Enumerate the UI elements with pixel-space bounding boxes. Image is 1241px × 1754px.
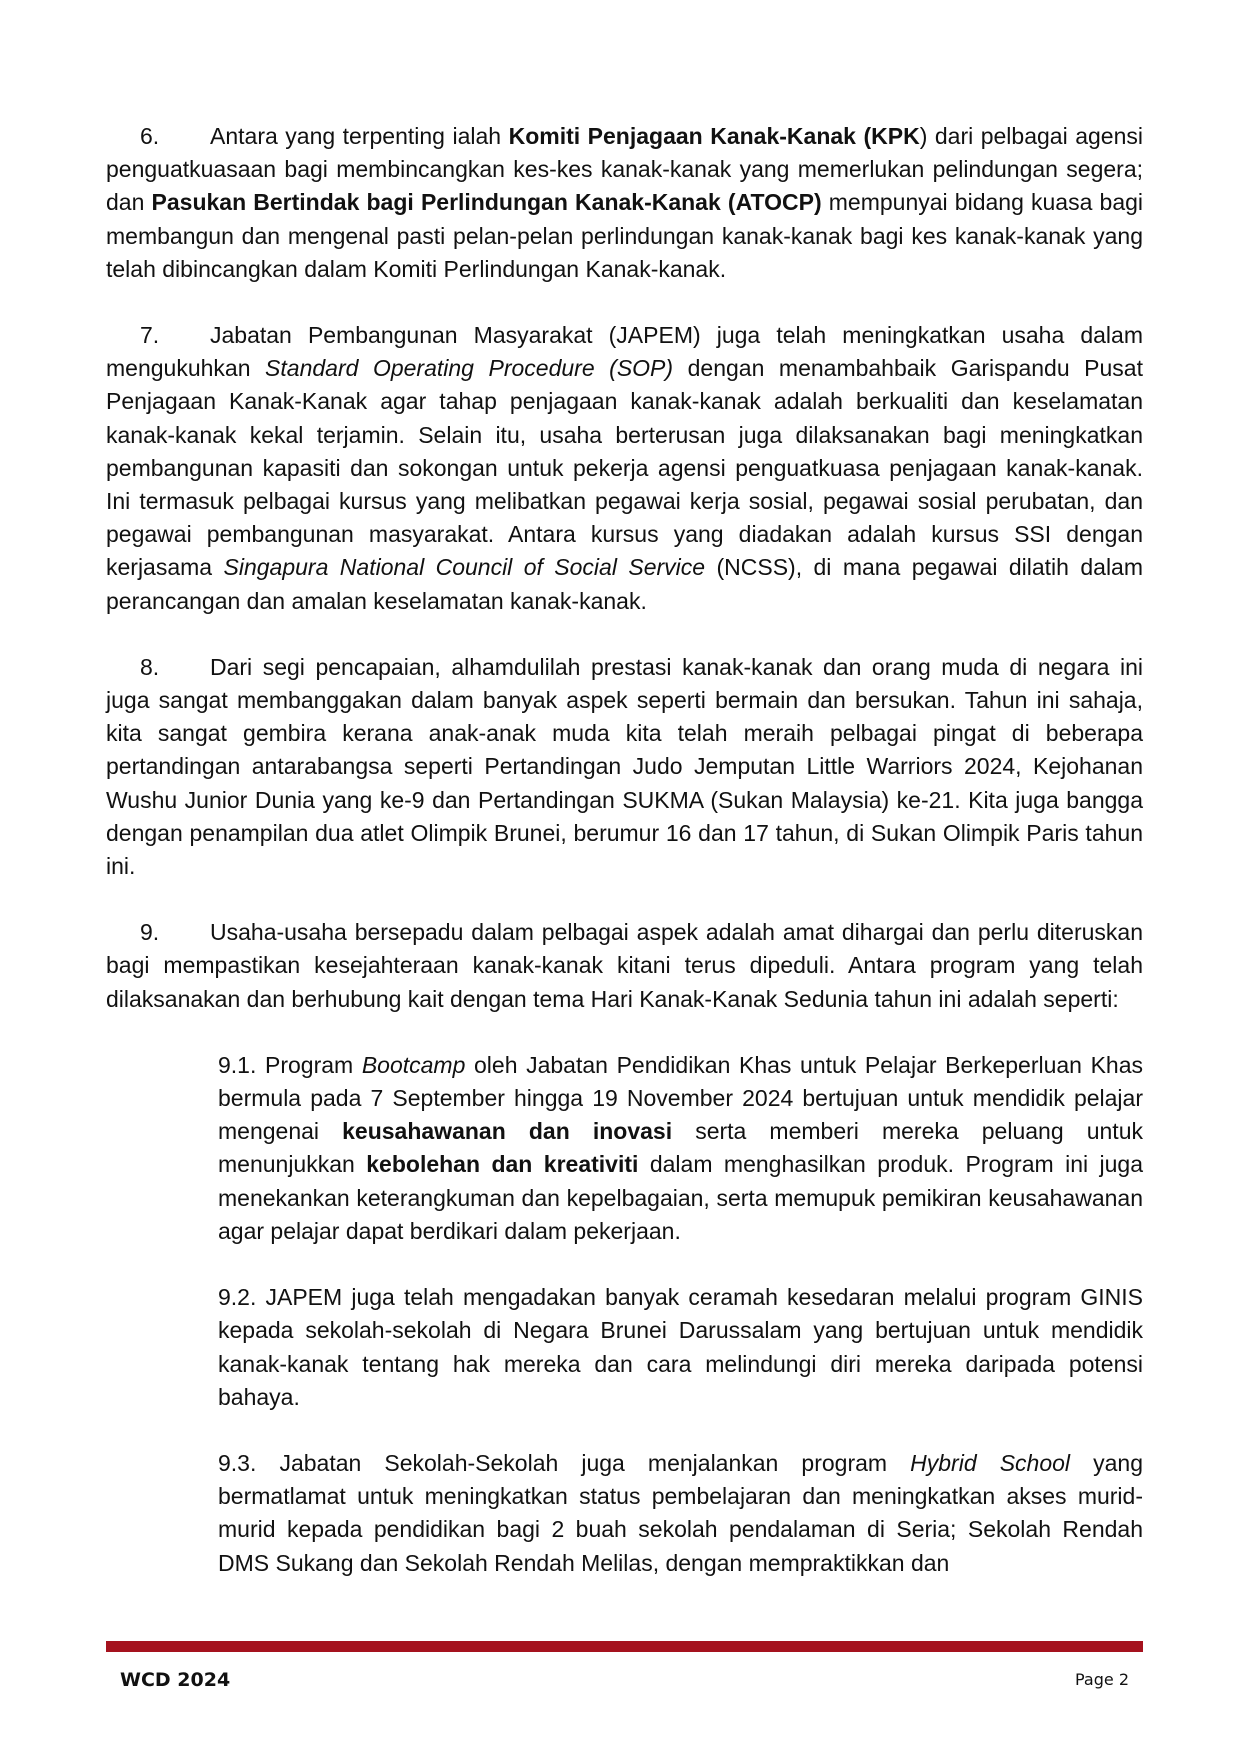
paragraph-number: 9. xyxy=(140,919,160,946)
italic-term: Hybrid School xyxy=(910,1449,1071,1476)
bold-term: keusahawanan dan inovasi xyxy=(342,1118,673,1145)
bold-term: kebolehan dan kreativiti xyxy=(366,1151,639,1178)
paragraph-number: 6. xyxy=(140,123,160,149)
paragraph-7: 7. Jabatan Pembangunan Masyarakat (JAPEM) juga telah meningkatkan usaha dalam mengukuhkan Standard Operating Procedure (SOP) dengan menambahbaik Garispandu Pusat Penjagaan Kanak-Kanak agar tahap penjagaan kanak-kanak adalah berkualiti dan keselamatan kanak-kanak kekal terjamin. Selain itu, usaha berterusan juga dilaksanakan bagi meningkatkan pembangunan kapasiti dan sokongan untuk pekerja agensi penguatkuasa penjagaan kanak-kanak. Ini termasuk pelbagai kursus yang melibatkan pegawai kerja sosial, pegawai sosial perubatan, dan pegawai pembangunan masyarakat. Antara kursus yang diadakan adalah kursus SSI dengan kerjasama Singapura National Council of Social Service (NCSS), di mana pegawai dilatih dalam perancangan dan amalan keselamatan kanak-kanak. xyxy=(106,319,1143,618)
paragraph-9: 9. Usaha-usaha bersepadu dalam pelbagai aspek adalah amat dihargai dan perlu diteruskan bagi mempastikan kesejahteraan kanak-kanak kitani terus dipeduli. Antara program yang telah dilaksanakan dan berhubung kait dengan tema Hari Kanak-Kanak Sedunia tahun ini adalah seperti: xyxy=(106,916,1143,1016)
document-body xyxy=(106,120,1143,1613)
bold-term: Komiti Penjagaan Kanak-Kanak (KPK xyxy=(508,123,920,149)
paragraph-number: 7. xyxy=(140,322,160,349)
subitem-9-3: 9.3. Jabatan Sekolah-Sekolah juga menjalankan program Hybrid School yang bermatlamat untuk meningkatkan status pembelajaran dan meningkatkan akses murid-murid kepada pendidikan bagi 2 buah sekolah pendalaman di Seria; Sekolah Rendah DMS Sukang dan Sekolah Rendah Melilas, dengan mempraktikkan dan xyxy=(218,1449,1143,1576)
paragraph-8: 8. Dari segi pencapaian, alhamdulilah prestasi kanak-kanak dan orang muda di negara ini juga sangat membanggakan dalam banyak aspek seperti bermain dan bersukan. Tahun ini sahaja, kita sangat gembira kerana anak-anak muda kita telah meraih pelbagai pingat di beberapa pertandingan antarabangsa seperti Pertandingan Judo Jemputan Little Warriors 2024, Kejohanan Wushu Junior Dunia yang ke-9 dan Pertandingan SUKMA (Sukan Malaysia) ke-21. Kita juga bangga dengan penampilan dua atlet Olimpik Brunei, berumur 16 dan 17 tahun, di Sukan Olimpik Paris tahun ini. xyxy=(106,651,1143,883)
paragraph-6: 6. Antara yang terpenting ialah Komiti Penjagaan Kanak-Kanak (KPK) dari pelbagai agensi penguatkuasaan bagi membincangkan kes-kes kanak-kanak yang memerlukan pelindungan segera; dan Pasukan Bertindak bagi Perlindungan Kanak-Kanak (ATOCP) mempunyai bidang kuasa bagi membangun dan mengenal pasti pelan-pelan perlindungan kanak-kanak bagi kes kanak-kanak yang telah dibincangkan dalam Komiti Perlindungan Kanak-kanak. xyxy=(106,120,1143,286)
footer-document-label: WCD 2024 xyxy=(120,1669,231,1691)
footer-rule xyxy=(106,1641,1143,1652)
page-number: Page 2 xyxy=(1075,1670,1129,1689)
italic-term: Singapura National Council of Social Service xyxy=(223,554,706,581)
italic-term: Standard Operating Procedure (SOP) xyxy=(265,355,674,382)
paragraph-number: 8. xyxy=(140,653,160,680)
italic-term: Bootcamp xyxy=(361,1051,466,1078)
subitem-9-1: 9.1. Program Bootcamp oleh Jabatan Pendidikan Khas untuk Pelajar Berkeperluan Khas bermula pada 7 September hingga 19 November 2024 bertujuan untuk mendidik pelajar mengenai keusahawanan dan inovasi serta memberi mereka peluang untuk menunjukkan kebolehan dan kreativiti dalam menghasilkan produk. Program ini juga menekankan keterangkuman dan kepelbagaian, serta memupuk pemikiran keusahawanan agar pelajar dapat berdikari dalam pekerjaan. xyxy=(218,1051,1144,1244)
bold-term: Pasukan Bertindak bagi Perlindungan Kanak-Kanak (ATOCP) xyxy=(151,189,822,216)
subitem-9-2: 9.2. JAPEM juga telah mengadakan banyak ceramah kesedaran melalui program GINIS kepada sekolah-sekolah di Negara Brunei Darussalam yang bertujuan untuk mendidik kanak-kanak tentang hak mereka dan cara melindungi diri mereka daripada potensi bahaya. xyxy=(218,1284,1143,1410)
